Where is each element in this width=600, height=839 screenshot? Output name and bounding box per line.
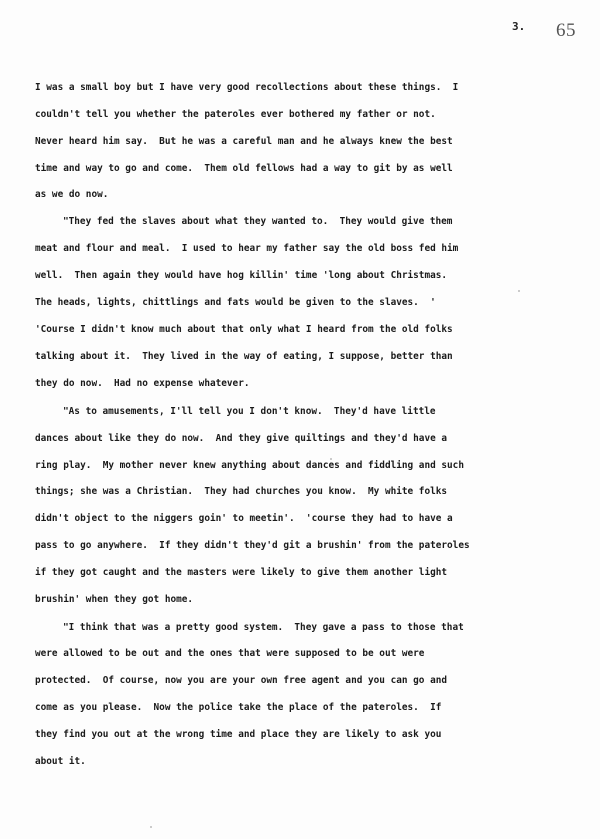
text-line: Never heard him say. But he was a careful man and he always knew the best [35, 136, 453, 147]
text-line: things; she was a Christian. They had churches you know. My white folks [35, 486, 448, 497]
text-line: pass to go anywhere. If they didn't they'd git a brushin' from the pateroles [35, 540, 470, 551]
text-line: were allowed to be out and the ones that were supposed to be out were [35, 648, 425, 659]
paper-speck [518, 290, 520, 292]
paper-speck [330, 458, 332, 460]
text-line: ring play. My mother never knew anything about dances and fiddling and such [35, 460, 464, 471]
text-line: talking about it. They lived in the way of eating, I suppose, better than [35, 351, 453, 362]
text-line: they do now. Had no expense whatever. [35, 378, 250, 389]
page-number: 3. [512, 20, 526, 33]
stamped-page-number: 65 [556, 20, 576, 41]
text-line: The heads, lights, chittlings and fats would be given to the slaves. ' [35, 297, 436, 308]
text-line: "They fed the slaves about what they wanted to. They would give them [63, 216, 453, 227]
text-line: come as you please. Now the police take the place of the pateroles. If [35, 702, 442, 713]
text-line: about it. [35, 756, 86, 767]
text-line: as we do now. [35, 189, 109, 200]
text-line: well. Then again they would have hog killin' time 'long about Christmas. [35, 270, 448, 281]
text-line: didn't object to the niggers goin' to meetin'. 'course they had to have a [35, 513, 453, 524]
text-line: dances about like they do now. And they give quiltings and they'd have a [35, 433, 448, 444]
text-line: "As to amusements, I'll tell you I don't know. They'd have little [63, 406, 436, 417]
text-line: meat and flour and meal. I used to hear my father say the old boss fed him [35, 243, 459, 254]
text-line: brushin' when they got home. [35, 594, 194, 605]
text-line: 'Course I didn't know much about that only what I heard from the old folks [35, 324, 453, 335]
text-line: they find you out at the wrong time and place they are likely to ask you [35, 729, 442, 740]
text-line: I was a small boy but I have very good recollections about these things. I [35, 82, 459, 93]
text-line: time and way to go and come. Them old fellows had a way to git by as well [35, 163, 453, 174]
text-line: couldn't tell you whether the pateroles ever bothered my father or not. [35, 109, 436, 120]
text-line: if they got caught and the masters were likely to give them another light [35, 567, 448, 578]
text-line: protected. Of course, now you are your own free agent and you can go and [35, 675, 448, 686]
paper-speck [150, 826, 152, 828]
text-line: "I think that was a pretty good system. They gave a pass to those that [63, 622, 464, 633]
